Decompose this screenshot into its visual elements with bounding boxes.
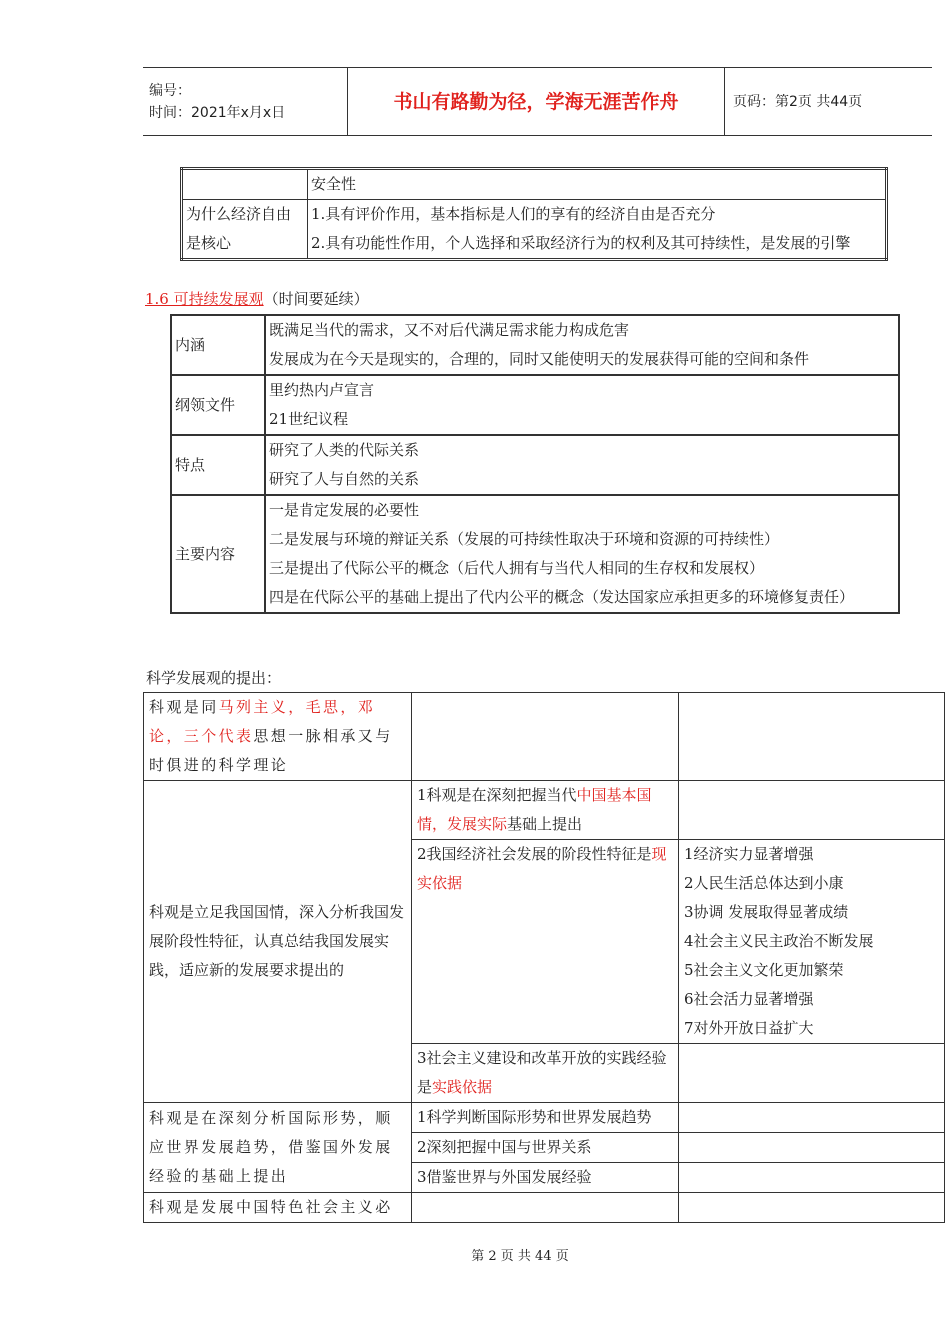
row-value: [265, 375, 899, 435]
row-value: [265, 495, 899, 613]
empty-cell: [679, 781, 945, 840]
row-key: 纲领文件: [171, 375, 265, 435]
list-item: 6社会活力显著增强: [684, 990, 814, 1008]
r3-item-cell: 2深刻把握中国与世界关系: [412, 1133, 679, 1163]
r2b-red-text: 现实依据: [417, 845, 667, 892]
row-line: 既满足当代的需求，又不对后代满足需求能力构成危害: [269, 321, 630, 339]
r3-left-cell: 科观是在深刻分析国际形势，顺应世界发展趋势，借鉴国外发展经验的基础上提出: [144, 1103, 412, 1193]
r1-red-text: 马列主义，毛思，邓论，三个代表: [149, 698, 376, 745]
achievements-cell: [679, 840, 945, 1044]
economic-freedom-table: [180, 167, 888, 261]
sustainable-development-table: [170, 314, 900, 614]
r2a-cell: [412, 781, 679, 840]
row-value: [265, 315, 899, 375]
table1-line-1: 1.具有评价作用，基本指标是人们的享有的经济自由是否充分: [311, 205, 716, 223]
r1-text: 科观是同: [149, 698, 219, 716]
row-line: 发展成为在今天是现实的，合理的，同时又能使明天的发展获得可能的空间和条件: [269, 350, 810, 368]
table1-value-cell: [308, 200, 887, 260]
list-item: 4社会主义民主政治不断发展: [684, 932, 874, 950]
header-motto: 书山有路勤为径，学海无涯苦作舟: [348, 68, 725, 136]
table1-key-cell: 为什么经济自由是核心: [182, 200, 308, 260]
list-item: 7对外开放日益扩大: [684, 1019, 814, 1037]
empty-cell: [679, 1103, 945, 1133]
page-footer: [0, 1247, 950, 1267]
table-row: [144, 781, 945, 840]
row-line: 三是提出了代际公平的概念（后代人拥有与当代人相同的生存权和发展权）: [269, 559, 765, 577]
r3-item-cell: 3借鉴世界与外国发展经验: [412, 1163, 679, 1193]
row-line: 二是发展与环境的辩证关系（发展的可持续性取决于环境和资源的可持续性）: [269, 530, 780, 548]
r2-left-cell: 科观是立足我国国情，深入分析我国发展阶段性特征，认真总结我国发展实践，适应新的发展要求提出的: [144, 781, 412, 1103]
row-key: 内涵: [171, 315, 265, 375]
row-line: 一是肯定发展的必要性: [269, 501, 420, 519]
table-row: [171, 495, 899, 613]
empty-cell: [679, 693, 945, 781]
empty-cell: [412, 693, 679, 781]
section-note: （时间要延续）: [263, 290, 369, 308]
footer-page-number: 第 2 页 共 44 页: [471, 1249, 569, 1264]
row-line: 21世纪议程: [269, 410, 349, 428]
r4-left-cell: 科观是发展中国特色社会主义必: [144, 1193, 412, 1223]
list-item: 3协调 发展取得显著成绩: [684, 903, 849, 921]
table-row: [171, 375, 899, 435]
row-line: 四是在代际公平的基础上提出了代内公平的概念（发达国家应承担更多的环境修复责任）: [269, 588, 855, 606]
empty-cell: [679, 1133, 945, 1163]
r2b-cell: [412, 840, 679, 1044]
row-key: 主要内容: [171, 495, 265, 613]
empty-cell: [679, 1044, 945, 1103]
row-value: [265, 435, 899, 495]
r2c-cell: [412, 1044, 679, 1103]
table-row: [171, 315, 899, 375]
scientific-outlook-table: [143, 692, 945, 1223]
table1-empty-cell: [182, 169, 308, 200]
table1-safety-cell: 安全性: [308, 169, 887, 200]
document-header: [143, 67, 932, 136]
r2a-red-text: 中国基本国情，发展实际: [417, 786, 652, 833]
header-meta: [143, 68, 348, 136]
r2a-text: 1科观是在深刻把握当代: [417, 786, 577, 804]
table1-line-2: 2.具有功能性作用，个人选择和采取经济行为的权利及其可持续性，是发展的引擎: [311, 234, 851, 252]
r2a-text-end: 基础上提出: [507, 815, 583, 833]
header-page-label: 页码：第2页 共44页: [733, 93, 863, 110]
row-line: 研究了人类的代际关系: [269, 441, 420, 459]
row-line: 研究了人与自然的关系: [269, 470, 420, 488]
table-row: [144, 693, 945, 781]
row-line: 里约热内卢宣言: [269, 381, 375, 399]
r1-left-cell: [144, 693, 412, 781]
list-item: 1经济实力显著增强: [684, 845, 814, 863]
section-number-title: 1.6 可持续发展观: [145, 290, 264, 308]
time-label: 时间：2021年x月x日: [149, 104, 286, 121]
empty-cell: [412, 1193, 679, 1223]
empty-cell: [679, 1163, 945, 1193]
r2b-text: 2我国经济社会发展的阶段性特征是: [417, 845, 652, 863]
list-item: 5社会主义文化更加繁荣: [684, 961, 844, 979]
science-heading: 科学发展观的提出：: [146, 669, 282, 687]
r1-text-end: 思想一脉相承又与时俱进的科学理论: [149, 727, 393, 774]
table-row: [171, 435, 899, 495]
list-item: 2人民生活总体达到小康: [684, 874, 844, 892]
empty-cell: [679, 1193, 945, 1223]
r3-item-cell: 1科学判断国际形势和世界发展趋势: [412, 1103, 679, 1133]
row-key: 特点: [171, 435, 265, 495]
r2c-text: 3社会主义建设和改革开放的实践经验是: [417, 1049, 667, 1096]
section-title: [145, 287, 369, 311]
r2c-red-text: 实践依据: [432, 1078, 493, 1096]
number-label: 编号：: [149, 82, 191, 99]
table-row: [144, 1103, 945, 1133]
table-row: [144, 1193, 945, 1223]
